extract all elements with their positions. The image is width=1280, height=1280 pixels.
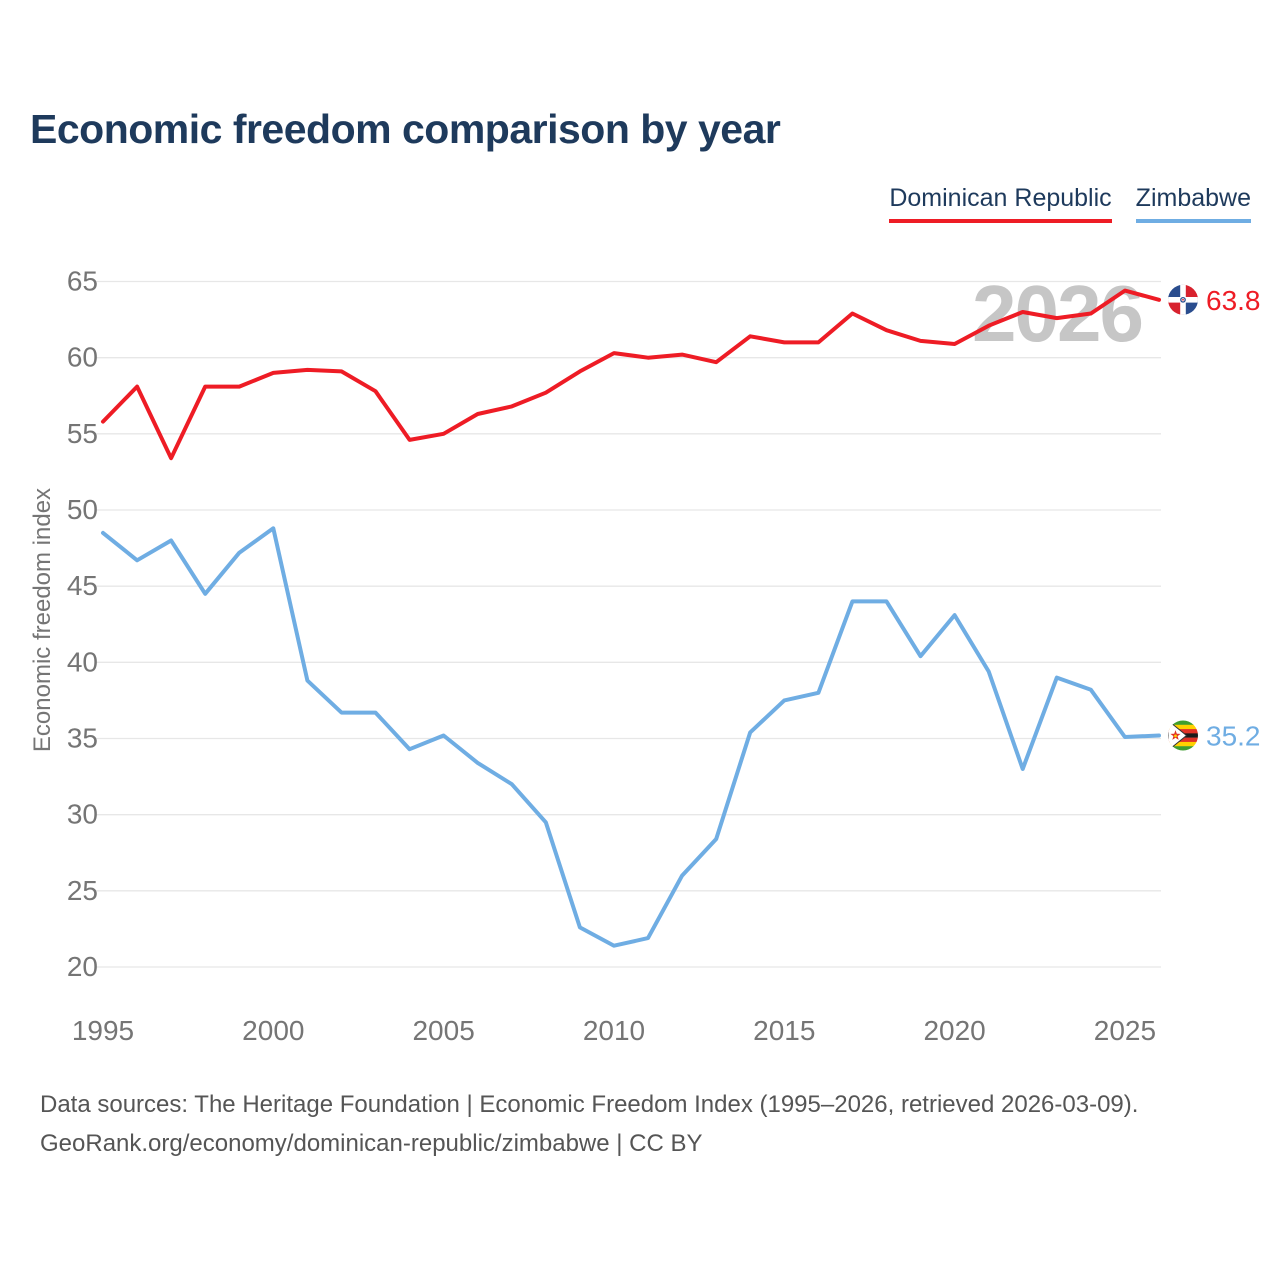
x-axis-tick-label: 2020 [923,1015,986,1046]
legend-item-dominican-republic[interactable]: Dominican Republic [889,184,1111,223]
x-axis-tick-label: 2025 [1093,1015,1157,1046]
y-axis-tick-label: 30 [66,798,98,830]
footer-sources-line: Data sources: The Heritage Foundation | Economic Freedom Index (1995–2026, retrieved 2026-03-09). [40,1091,1139,1118]
legend-item-zimbabwe[interactable]: Zimbabwe [1136,184,1251,223]
y-axis-tick-label: 45 [66,570,98,602]
x-axis-tick-label: 1995 [71,1015,135,1046]
y-axis-tick-label: 65 [66,265,98,297]
y-axis-tick-label: 25 [66,874,98,906]
y-axis-tick-label: 35 [66,722,98,754]
axis-tick-labels [67,266,1156,1047]
footer-attribution-line: GeoRank.org/economy/dominican-republic/zimbabwe | CC BY [40,1130,703,1157]
y-axis-tick-label: 60 [66,341,98,373]
y-axis-title: Economic freedom index [29,487,56,753]
zimbabwe-flag-icon [1168,721,1198,751]
gridlines [95,282,1161,968]
x-axis-tick-label: 2005 [412,1015,475,1046]
y-axis-tick-label: 40 [66,646,98,678]
year-watermark: 2026 [972,269,1142,358]
series-end-flags [1168,285,1198,751]
dominican-republic-flag-icon [1168,285,1198,315]
x-axis-tick-label: 2015 [753,1015,816,1046]
y-axis-tick-label: 20 [66,951,98,982]
y-axis-tick-label: 55 [66,417,98,449]
page-title: Economic freedom comparison by year [30,106,781,152]
footer [40,1085,1138,1163]
end-label-zimbabwe: 35.2 [1206,720,1261,752]
end-label-dominican-republic: 63.8 [1206,284,1261,316]
y-axis-tick-label: 50 [66,494,98,525]
x-axis-tick-label: 2010 [582,1015,646,1046]
line-dominican-republic [103,291,1159,459]
series-end-labels [1206,285,1261,752]
line-zimbabwe [103,528,1159,945]
x-axis-tick-label: 2000 [242,1015,305,1046]
series-lines [103,291,1159,946]
